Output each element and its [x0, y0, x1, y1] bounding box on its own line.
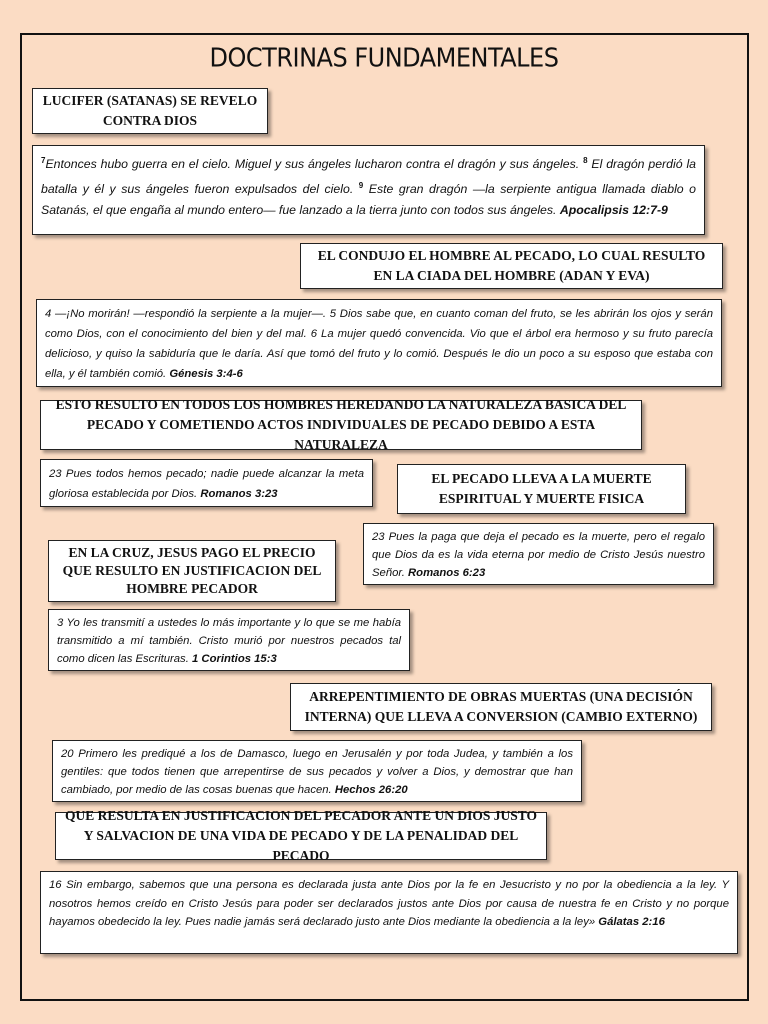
verse-reference: Gálatas 2:16: [598, 916, 665, 928]
heading-lucifer-text: LUCIFER (SATANAS) SE REVELO CONTRA DIOS: [42, 93, 258, 128]
verse-text-8: El dragón perdió la batalla y él y sus ángeles fueron expulsados del cielo.: [41, 157, 697, 197]
verse-galatas: [40, 871, 738, 954]
heading-en-la-cruz-text: EN LA CRUZ, JESUS PAGO EL PRECIO QUE RESULTO EN JUSTIFICACION DEL HOMBRE PECADOR: [62, 545, 322, 596]
heading-en-la-cruz: [48, 540, 336, 602]
verse-number-8: 8: [583, 156, 588, 165]
heading-justificacion-text: QUE RESULTA EN JUSTIFICACION DEL PECADOR ANTE UN DIOS JUSTO Y SALVACION DE UNA VIDA DE PECADO Y DE LA PENALIDAD DEL PECADO: [65, 808, 537, 863]
heading-condujo-text: EL CONDUJO EL HOMBRE AL PECADO, LO CUAL RESULTO EN LA CIADA DEL HOMBRE (ADAN Y EVA): [317, 248, 706, 283]
verse-text-7: Entonces hubo guerra en el cielo. Miguel y sus ángeles lucharon contra el dragón y sus ángeles.: [45, 157, 580, 172]
verse-text-9: Este gran dragón —la serpiente antigua llamada diablo o Satanás, el que engaña al mundo entero— fue lanzado a la tierra junto con todos sus ángeles.: [41, 182, 696, 218]
verse-genesis: [36, 299, 722, 387]
verse-reference: Romanos 6:23: [408, 567, 486, 579]
verse-text: 20 Primero les prediqué a los de Damasco, luego en Jerusalén y por toda Judea, y también a los gentiles: que todos tienen que arrepentirse de sus pecados y volver a Dios, y demostrar que han cambiado, por medio de las cosas buenas que hacen.: [61, 748, 573, 796]
verse-text: 16 Sin embargo, sabemos que una persona es declarada justa ante Dios por la fe en Jesucristo y no por la obediencia a la ley. Y nosotros hemos creído en Cristo Jesús para poder ser declarados justos ante Dios por causa de nuestra fe en Cristo y no porque hayamos obedecido la ley. Pues nadie jamás será declarado justo ante Dios mediante la obediencia a la ley»: [49, 879, 729, 928]
verse-reference: Hechos 26:20: [334, 784, 408, 796]
heading-arrepentimiento: [290, 683, 712, 731]
verse-1-corintios: [48, 609, 410, 671]
verse-romanos-3-23: [40, 459, 373, 507]
page-title: DOCTRINAS FUNDAMENTALES: [209, 42, 559, 74]
verse-text: 23 Pues la paga que deja el pecado es la muerte, pero el regalo que Dios da es la vida eterna por medio de Cristo Jesús nuestro Señor.: [372, 531, 705, 579]
heading-pecado-muerte: [397, 464, 686, 514]
heading-condujo: [300, 243, 723, 289]
heading-arrepentimiento-text: ARREPENTIMIENTO DE OBRAS MUERTAS (UNA DECISIÓN INTERNA) QUE LLEVA A CONVERSION (CAMBIO EXTERNO): [304, 689, 698, 724]
verse-hechos: [52, 740, 582, 802]
verse-text: 4 —¡No morirán! —respondió la serpiente a la mujer—. 5 Dios sabe que, en cuanto coman del fruto, se les abrirán los ojos y serán como Dios, con el conocimiento del bien y del mal. 6 La mujer quedó convencida. Vio que el árbol era hermoso y su fruto parecía delicioso, y quiso la sabiduría que le daría. Así que tomó del fruto y lo comió. Después le dio un poco a su esposo que estaba con ella, y él también comió.: [45, 308, 713, 380]
heading-pecado-muerte-text: EL PECADO LLEVA A LA MUERTE ESPIRITUAL Y MUERTE FISICA: [431, 471, 652, 506]
verse-number-7: 7: [41, 156, 46, 165]
heading-esto-resulto-text: ESTO RESULTO EN TODOS LOS HOMBRES HEREDANDO LA NATURALEZA BASICA DEL PECADO Y COMETIENDO ACTOS INDIVIDUALES DE PECADO DEBIDO A ESTA NATURALEZA: [55, 397, 627, 452]
verse-number-9: 9: [358, 181, 364, 191]
verse-reference: 1 Corintios 15:3: [192, 653, 277, 665]
verse-reference: Génesis 3:4-6: [169, 368, 243, 380]
heading-justificacion: [55, 808, 547, 863]
verse-reference: Romanos 3:23: [200, 488, 278, 500]
verse-apocalipsis: [32, 145, 705, 235]
verse-text: 3 Yo les transmití a ustedes lo más importante y lo que se me había transmitido a mí también. Cristo murió por nuestros pecados tal como dicen las Escrituras.: [57, 617, 401, 665]
heading-lucifer: [32, 88, 268, 134]
heading-esto-resulto: [40, 397, 642, 452]
verse-text: 23 Pues todos hemos pecado; nadie puede alcanzar la meta gloriosa establecida por Dios.: [49, 468, 364, 500]
verse-romanos-6-23: [363, 523, 714, 585]
verse-reference: Apocalipsis 12:7-9: [559, 203, 668, 218]
